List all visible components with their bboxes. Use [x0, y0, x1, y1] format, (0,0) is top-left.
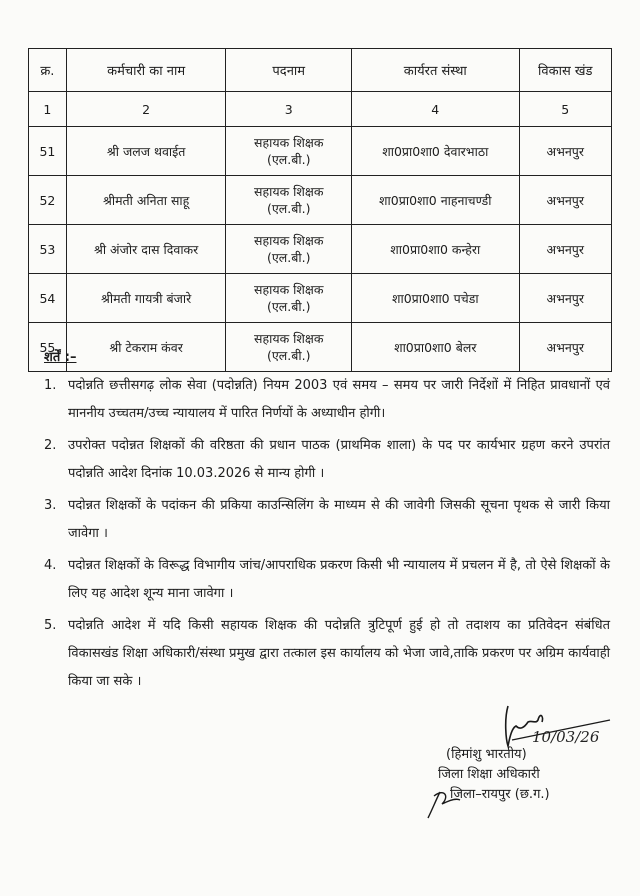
header-serial: क्र. — [29, 49, 67, 92]
designation-sub: (एल.बी.) — [267, 152, 311, 167]
column-number: 4 — [352, 92, 520, 127]
conditions-heading — [44, 347, 76, 365]
designation-title: सहायक शिक्षक — [254, 184, 324, 199]
employee-name: श्रीमती गायत्री बंजारे — [66, 274, 226, 323]
officer-district: जिला–रायपुर (छ.ग.) — [450, 787, 550, 802]
institution: शा0प्रा0शा0 नाहनाचण्डी — [352, 176, 520, 225]
development-block: अभनपुर — [519, 323, 611, 372]
condition-text: पदोन्नति छत्तीसगढ़ लोक सेवा (पदोन्नति) नियम 2003 एवं समय – समय पर जारी निर्देशों में निहित प्रावधानों एवं माननीय उच्चतम/उच्च न्यायालय में पारित निर्णयों के अध्याधीन होगी। — [68, 378, 610, 421]
designation — [226, 127, 352, 176]
employee-name: श्री अंजोर दास दिवाकर — [66, 225, 226, 274]
conditions-list — [44, 372, 610, 700]
condition-number: 4. — [44, 558, 57, 573]
table-row — [29, 176, 612, 225]
designation-title: सहायक शिक्षक — [254, 282, 324, 297]
development-block: अभनपुर — [519, 127, 611, 176]
condition-number: 2. — [44, 438, 57, 453]
condition-number: 3. — [44, 498, 57, 513]
designation-sub: (एल.बी.) — [267, 201, 311, 216]
condition-number: 5. — [44, 618, 57, 633]
condition-text: उपरोक्त पदोन्नत शिक्षकों की वरिष्ठता की प्रधान पाठक (प्राथमिक शाला) के पद पर कार्यभार ग्रहण करने उपरांत पदोन्नति आदेश दिनांक 10.03.2026 से मान्य होगी । — [68, 438, 610, 481]
header-designation: पदनाम — [226, 49, 352, 92]
serial-number: 52 — [29, 176, 67, 225]
serial-number: 55 — [29, 323, 67, 372]
institution: शा0प्रा0शा0 पचेडा — [352, 274, 520, 323]
condition-text: पदोन्नत शिक्षकों के पदांकन की प्रकिया काउन्सिलिंग के माध्यम से की जावेगी जिसकी सूचना पृथक से जारी किया जावेगा । — [68, 498, 610, 541]
institution: शा0प्रा0शा0 कन्हेरा — [352, 225, 520, 274]
designation-title: सहायक शिक्षक — [254, 331, 324, 346]
condition-item — [44, 552, 610, 608]
development-block: अभनपुर — [519, 225, 611, 274]
designation — [226, 323, 352, 372]
condition-item — [44, 612, 610, 696]
designation — [226, 176, 352, 225]
designation-title: सहायक शिक्षक — [254, 135, 324, 150]
column-number: 5 — [519, 92, 611, 127]
condition-text: पदोन्नत शिक्षकों के विरूद्ध विभागीय जांच/आपराधिक प्रकरण किसी भी न्यायालय में प्रचलन में है, तो ऐसे शिक्षकों के लिए यह आदेश शून्य माना जावेगा । — [68, 558, 610, 601]
employee-name: श्री टेकराम कंवर — [66, 323, 226, 372]
header-development-block: विकास खंड — [519, 49, 611, 92]
development-block: अभनपुर — [519, 176, 611, 225]
condition-text: पदोन्नति आदेश में यदि किसी सहायक शिक्षक की पदोन्नति त्रुटिपूर्ण हुई हो तो तदाशय का प्रतिवेदन संबंधित विकासखंड शिक्षा अधिकारी/संस्था प्रमुख द्वारा तत्काल इस कार्यालय को भेजा जावे,ताकि प्रकरण पर अग्रिम कार्यवाही किया जा सके । — [68, 618, 610, 689]
condition-number: 1. — [44, 378, 57, 393]
table-row — [29, 127, 612, 176]
designation-title: सहायक शिक्षक — [254, 233, 324, 248]
employee-name: श्रीमती अनिता साहू — [66, 176, 226, 225]
handwritten-date: 10/03/26 — [532, 728, 600, 746]
designation — [226, 274, 352, 323]
designation-sub: (एल.बी.) — [267, 348, 311, 363]
serial-number: 51 — [29, 127, 67, 176]
development-block: अभनपुर — [519, 274, 611, 323]
column-number: 2 — [66, 92, 226, 127]
designation-sub: (एल.बी.) — [267, 250, 311, 265]
column-number-row — [29, 92, 612, 127]
table-header-row — [29, 49, 612, 92]
serial-number: 54 — [29, 274, 67, 323]
table-row — [29, 225, 612, 274]
designation — [226, 225, 352, 274]
column-number: 3 — [226, 92, 352, 127]
condition-item — [44, 432, 610, 488]
table-row — [29, 323, 612, 372]
officer-title: जिला शिक्षा अधिकारी — [438, 767, 540, 782]
officer-name: (हिमांशु भारतीय) — [446, 747, 527, 762]
column-number: 1 — [29, 92, 67, 127]
serial-number: 53 — [29, 225, 67, 274]
header-institution: कार्यरत संस्था — [352, 49, 520, 92]
institution: शा0प्रा0शा0 देवारभाठा — [352, 127, 520, 176]
conditions-title: शर्तें :– — [44, 350, 77, 365]
signature-block — [420, 700, 630, 820]
condition-item — [44, 372, 610, 428]
condition-item — [44, 492, 610, 548]
employee-name: श्री जलज थवाईत — [66, 127, 226, 176]
institution: शा0प्रा0शा0 बेलर — [352, 323, 520, 372]
designation-sub: (एल.बी.) — [267, 299, 311, 314]
table-row — [29, 274, 612, 323]
promotion-table — [28, 48, 612, 372]
header-employee-name: कर्मचारी का नाम — [66, 49, 226, 92]
